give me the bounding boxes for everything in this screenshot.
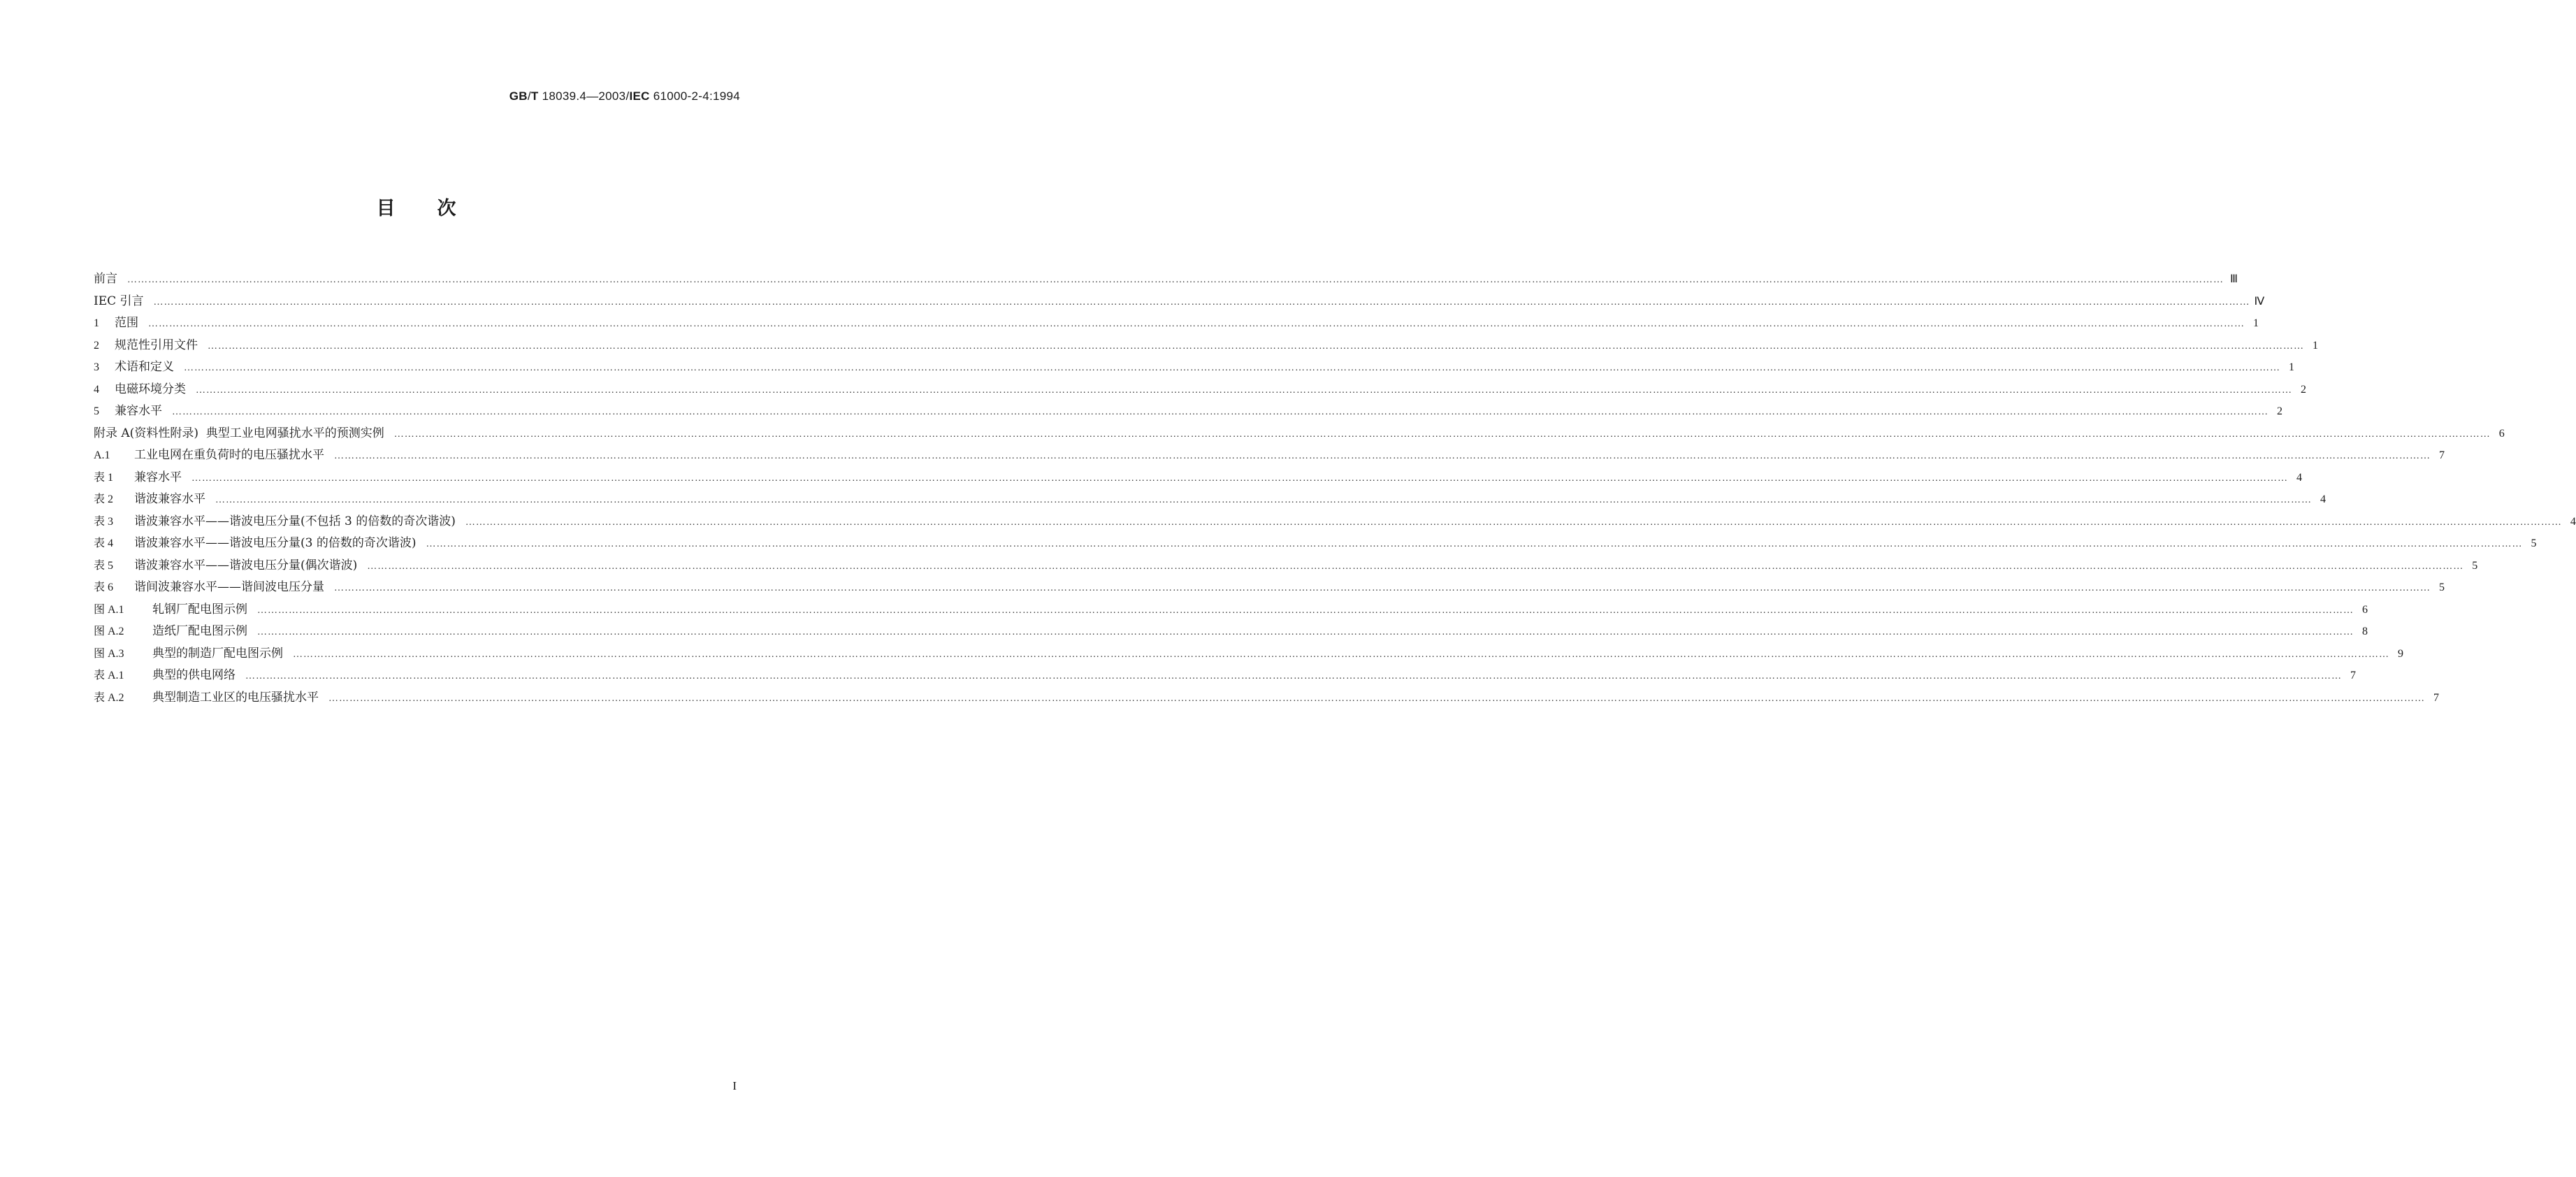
toc-entry-number: 表 5 [94, 559, 114, 572]
toc-entry-number: 表 4 [94, 537, 114, 549]
toc-entry[interactable] [94, 268, 2238, 291]
toc-entry[interactable] [94, 599, 2368, 621]
toc-entry-page: 2 [2277, 405, 2282, 417]
toc-entry-label [94, 379, 186, 401]
toc-entry-label [94, 291, 144, 313]
toc-entry-title: 造纸厂配电图示例 [152, 624, 247, 638]
toc-entry[interactable] [94, 379, 2306, 401]
toc-entry[interactable] [94, 291, 2265, 313]
toc-leader-dots: …………………………………………………………………………………………………………………………………………………………………………………………………………………………………………………………………………………………………………………………………………………………………………………………………………………………………………………………………………………………………………………………………………………… [196, 384, 2292, 396]
toc-entry-title: 前言 [94, 272, 117, 286]
toc-leader-dots: …………………………………………………………………………………………………………………………………………………………………………………………………………………………………………………………………………………………………………………………………………………………………………………………………………………………………………………………………………………………………………………………………………………… [257, 605, 2354, 616]
toc-entry-title: 兼容水平 [134, 470, 182, 484]
toc-entry-title: 范围 [115, 316, 138, 330]
toc-entry-label [94, 511, 456, 533]
toc-entry-page: 1 [2289, 361, 2294, 373]
page-number: I [732, 1079, 737, 1092]
toc-entry[interactable] [94, 533, 2537, 555]
toc-entry-label [94, 312, 138, 335]
toc-entry-title: 典型制造工业区的电压骚扰水平 [152, 690, 319, 705]
toc-entry-page: 5 [2531, 537, 2537, 549]
toc-entry-label [94, 356, 174, 379]
toc-entry-page: 7 [2433, 691, 2439, 704]
toc-entry-number: 2 [94, 339, 99, 352]
toc-leader-dots: …………………………………………………………………………………………………………………………………………………………………………………………………………………………………………………………………………………………………………………………………………………………………………………………………………………………………………………………………………………………………………………………………………………… [127, 275, 2224, 285]
toc-entry-page: Ⅳ [2254, 295, 2265, 308]
toc-entry-label [94, 489, 205, 511]
toc-leader-dots: …………………………………………………………………………………………………………………………………………………………………………………………………………………………………………………………………………………………………………………………………………………………………………………………………………………………………………………………………………………………………………………………………………………… [393, 428, 2491, 440]
toc-entry-label [94, 445, 324, 467]
iec-number: 61000-2-4:1994 [649, 89, 740, 103]
toc-entry-number: 表 2 [94, 493, 114, 505]
toc-entry[interactable] [94, 423, 2505, 445]
toc-entry-page: 4 [2296, 471, 2302, 484]
toc-entry-page: Ⅲ [2229, 273, 2238, 285]
toc-leader-dots: …………………………………………………………………………………………………………………………………………………………………………………………………………………………………………………………………………………………………………………………………………………………………………………………………………………………………………………………………………………………………………………………………………………… [245, 671, 2342, 681]
toc-entry-number: 4 [94, 383, 99, 396]
toc-entry[interactable] [94, 555, 2478, 577]
toc-leader-dots: …………………………………………………………………………………………………………………………………………………………………………………………………………………………………………………………………………………………………………………………………………………………………………………………………………………………………………………………………………………………………………………………………………………… [367, 561, 2464, 572]
toc-entry[interactable] [94, 577, 2445, 599]
toc-entry-number: 表 1 [94, 471, 114, 484]
toc-entry-page: 7 [2439, 449, 2445, 461]
toc-entry-title: 典型的制造厂配电图示例 [152, 646, 283, 660]
toc-entry-page: 6 [2362, 603, 2368, 616]
toc-entry-number: 图 A.3 [94, 647, 124, 660]
toc-entry-number: 表 A.2 [94, 691, 124, 704]
toc-entry-label [94, 665, 236, 687]
toc-entry-number: 图 A.1 [94, 603, 124, 616]
toc-leader-dots: …………………………………………………………………………………………………………………………………………………………………………………………………………………………………………………………………………………………………………………………………………………………………………………………………………………………………………………………………………………………………………………………………………………… [208, 340, 2304, 352]
toc-leader-dots: …………………………………………………………………………………………………………………………………………………………………………………………………………………………………………………………………………………………………………………………………………………………………………………………………………………………………………………………………………………………………………………………………………………… [215, 495, 2312, 505]
toc-leader-dots: …………………………………………………………………………………………………………………………………………………………………………………………………………………………………………………………………………………………………………………………………………………………………………………………………………………………………………………………………………………………………………………………………………………… [184, 363, 2280, 373]
toc-entry-number: 表 3 [94, 515, 114, 528]
toc-entry-page: 5 [2439, 582, 2445, 593]
toc-entry-title: 谐波兼容水平 [134, 492, 205, 506]
toc-entry[interactable] [94, 400, 2282, 423]
std-number: 18039.4—2003/ [538, 89, 630, 103]
toc-entry-title: 术语和定义 [115, 360, 174, 374]
toc-entry-number: 3 [94, 361, 99, 373]
toc-leader-dots: …………………………………………………………………………………………………………………………………………………………………………………………………………………………………………………………………………………………………………………………………………………………………………………………………………………………………………………………………………………………………………………………………………………… [465, 517, 2562, 528]
toc-entry[interactable] [94, 335, 2318, 357]
toc-entry-label [94, 555, 357, 577]
toc-leader-dots: …………………………………………………………………………………………………………………………………………………………………………………………………………………………………………………………………………………………………………………………………………………………………………………………………………………………………………………………………………………………………………………………………………………… [426, 539, 2523, 549]
toc-entry-title: 附录 A(资料性附录) 典型工业电网骚扰水平的预测实例 [94, 426, 384, 440]
toc-entry-page: 1 [2253, 317, 2259, 329]
toc-entry-label [94, 400, 162, 423]
toc-entry[interactable] [94, 356, 2294, 379]
toc-leader-dots: …………………………………………………………………………………………………………………………………………………………………………………………………………………………………………………………………………………………………………………………………………………………………………………………………………………………………………………………………………………………………………………………………………………… [293, 649, 2389, 660]
toc-leader-dots: …………………………………………………………………………………………………………………………………………………………………………………………………………………………………………………………………………………………………………………………………………………………………………………………………………………………………………………………………………………………………………………………………………………… [334, 583, 2431, 593]
toc-entry-label [94, 268, 117, 291]
toc-entry[interactable] [94, 489, 2326, 511]
toc-entry-number: 图 A.2 [94, 626, 124, 637]
std-type: T [530, 89, 539, 103]
toc-entry[interactable] [94, 445, 2445, 467]
toc-entry-title: 谐波兼容水平——谐波电压分量(偶次谐波) [134, 558, 358, 572]
toc-entry-page: 6 [2498, 427, 2505, 440]
toc-entry-title: 典型的供电网络 [152, 668, 236, 682]
toc-entry-label [94, 621, 247, 643]
toc-entry[interactable] [94, 467, 2302, 489]
toc-entry-title: 谐波兼容水平——谐波电压分量(3 的倍数的奇次谐波) [134, 536, 417, 550]
toc-entry-page: 5 [2472, 559, 2478, 572]
toc-entry-number: 表 A.1 [94, 670, 124, 681]
toc-entry-number: 表 6 [94, 582, 114, 593]
toc-entry-label [94, 335, 198, 357]
toc-entry-title: 谐间波兼容水平——谐间波电压分量 [134, 580, 324, 594]
table-of-contents [94, 268, 2576, 709]
document-code [509, 89, 740, 103]
toc-entry-label [94, 643, 283, 665]
page-title: 目次 [376, 198, 498, 219]
toc-entry-page: 8 [2362, 626, 2368, 637]
toc-leader-dots: …………………………………………………………………………………………………………………………………………………………………………………………………………………………………………………………………………………………………………………………………………………………………………………………………………………………………………………………………………………………………………………………………………………… [334, 451, 2431, 461]
toc-entry-title: 规范性引用文件 [115, 338, 198, 352]
toc-entry-number: 1 [94, 317, 99, 329]
toc-entry-page: 4 [2570, 515, 2576, 528]
toc-entry-title: 工业电网在重负荷时的电压骚扰水平 [134, 448, 324, 462]
toc-entry-number: 5 [94, 405, 99, 417]
toc-entry-label [94, 577, 324, 599]
toc-entry-label [94, 599, 247, 621]
toc-entry-title: IEC 引言 [94, 294, 144, 308]
toc-entry-page: 7 [2350, 670, 2356, 681]
toc-entry-title: 谐波兼容水平——谐波电压分量(不包括 3 的倍数的奇次谐波) [134, 514, 456, 528]
toc-entry-page: 9 [2398, 647, 2403, 660]
toc-entry-page: 2 [2301, 383, 2306, 396]
toc-entry-label [94, 533, 416, 555]
toc-entry[interactable] [94, 312, 2259, 335]
toc-entry[interactable] [94, 511, 2576, 533]
toc-entry-label [94, 687, 319, 709]
toc-entry-label [94, 423, 384, 445]
iec-prefix: IEC [629, 89, 650, 103]
toc-entry[interactable] [94, 687, 2439, 709]
toc-leader-dots: …………………………………………………………………………………………………………………………………………………………………………………………………………………………………………………………………………………………………………………………………………………………………………………………………………………………………………………………………………………………………………………………………………………… [328, 693, 2425, 704]
toc-entry-page: 4 [2320, 493, 2326, 505]
toc-entry-number: A.1 [94, 449, 110, 461]
toc-entry-label [94, 467, 182, 489]
toc-entry[interactable] [94, 665, 2356, 687]
toc-entry-page: 1 [2313, 339, 2318, 352]
std-slash: / [527, 89, 531, 103]
std-prefix: GB [509, 89, 528, 103]
toc-leader-dots: …………………………………………………………………………………………………………………………………………………………………………………………………………………………………………………………………………………………………………………………………………………………………………………………………………………………………………………………………………………………………………………………………………………… [148, 319, 2245, 329]
toc-entry-title: 兼容水平 [115, 404, 162, 418]
toc-leader-dots: …………………………………………………………………………………………………………………………………………………………………………………………………………………………………………………………………………………………………………………………………………………………………………………………………………………………………………………………………………………………………………………………………………………… [191, 472, 2288, 484]
toc-entry[interactable] [94, 621, 2368, 643]
toc-leader-dots: …………………………………………………………………………………………………………………………………………………………………………………………………………………………………………………………………………………………………………………………………………………………………………………………………………………………………………………………………………………………………………………………………………………… [257, 627, 2354, 637]
toc-leader-dots: …………………………………………………………………………………………………………………………………………………………………………………………………………………………………………………………………………………………………………………………………………………………………………………………………………………………………………………………………………………………………………………………………………………… [172, 407, 2269, 417]
toc-entry-title: 电磁环境分类 [115, 382, 186, 396]
toc-entry[interactable] [94, 643, 2403, 665]
toc-leader-dots: …………………………………………………………………………………………………………………………………………………………………………………………………………………………………………………………………………………………………………………………………………………………………………………………………………………………………………………………………………………………………………………………………………………… [153, 296, 2250, 308]
toc-entry-title: 轧钢厂配电图示例 [152, 602, 247, 616]
